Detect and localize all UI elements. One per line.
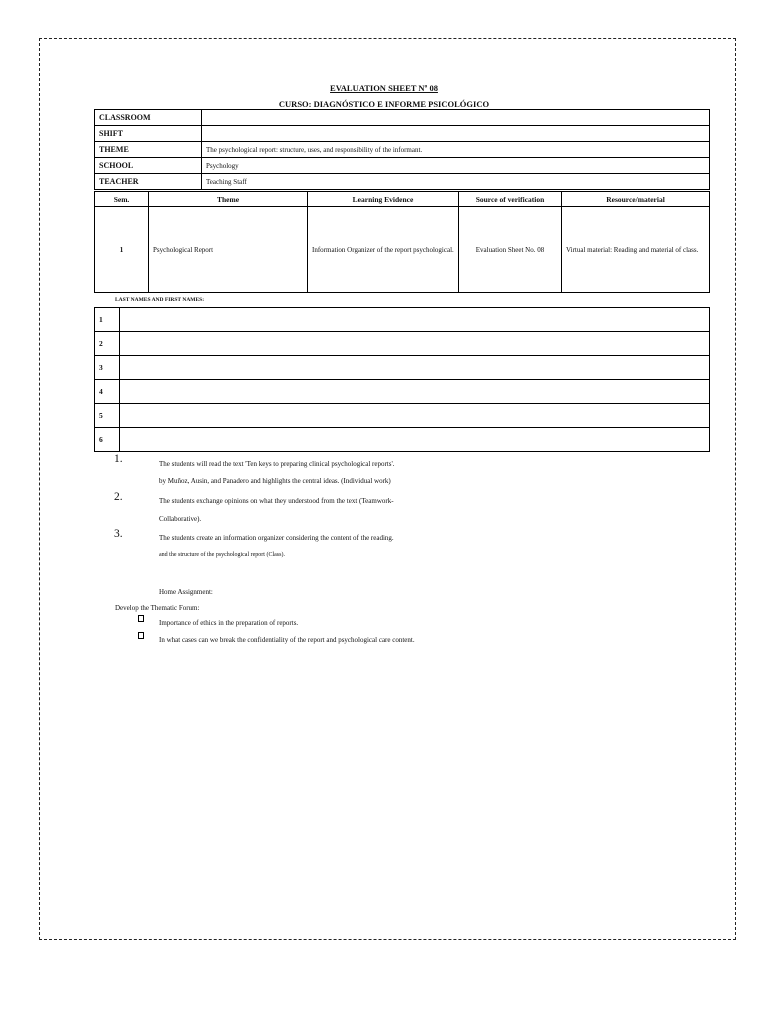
info-table bbox=[94, 109, 710, 190]
plan-theme: Psychological Report bbox=[149, 207, 308, 293]
header-learning-evidence: Learning Evidence bbox=[308, 192, 459, 207]
name-entry[interactable] bbox=[120, 308, 710, 332]
instruction-line: The students create an information organizer considering the content of the reading. bbox=[159, 534, 394, 542]
course-title: CURSO: DIAGNÓSTICO E INFORME PSICOLÓGICO bbox=[278, 99, 490, 109]
name-row-number: 5 bbox=[95, 404, 120, 428]
plan-row bbox=[95, 207, 710, 293]
names-table bbox=[94, 307, 710, 452]
instruction-line: by Muñoz, Ausin, and Panadero and highlights the central ideas. (Individual work) bbox=[159, 477, 391, 485]
plan-table bbox=[94, 191, 710, 293]
forum-title: Develop the Thematic Forum: bbox=[115, 604, 200, 612]
name-row-number: 2 bbox=[95, 332, 120, 356]
info-row-shift bbox=[95, 126, 710, 142]
header-resource: Resource/material bbox=[562, 192, 710, 207]
teacher-value: Teaching Staff bbox=[202, 174, 710, 190]
info-row-theme bbox=[95, 142, 710, 158]
forum-item: Importance of ethics in the preparation of reports. bbox=[159, 619, 299, 627]
teacher-label: TEACHER bbox=[95, 174, 202, 190]
header-theme: Theme bbox=[149, 192, 308, 207]
classroom-label: CLASSROOM bbox=[95, 110, 202, 126]
name-entry[interactable] bbox=[120, 356, 710, 380]
header-sem: Sem. bbox=[95, 192, 149, 207]
name-row-number: 4 bbox=[95, 380, 120, 404]
name-entry[interactable] bbox=[120, 404, 710, 428]
name-entry[interactable] bbox=[120, 428, 710, 452]
instruction-line: and the structure of the psychological report (Class). bbox=[159, 552, 285, 558]
plan-sem: 1 bbox=[95, 207, 149, 293]
instruction-number: 2. bbox=[114, 491, 123, 503]
checkbox-icon bbox=[138, 615, 144, 622]
name-row bbox=[95, 404, 710, 428]
checkbox-icon bbox=[138, 632, 144, 639]
names-label: LAST NAMES AND FIRST NAMES: bbox=[115, 297, 205, 303]
school-value: Psychology bbox=[202, 158, 710, 174]
name-entry[interactable] bbox=[120, 332, 710, 356]
instruction-line: The students exchange opinions on what they understood from the text (Teamwork- bbox=[159, 497, 394, 505]
classroom-value bbox=[202, 110, 710, 126]
name-row-number: 6 bbox=[95, 428, 120, 452]
name-row-number: 3 bbox=[95, 356, 120, 380]
info-row-school bbox=[95, 158, 710, 174]
theme-value: The psychological report: structure, uses, and responsibility of the informant. bbox=[202, 142, 710, 158]
name-entry[interactable] bbox=[120, 380, 710, 404]
plan-source: Evaluation Sheet No. 08 bbox=[459, 207, 562, 293]
plan-header-row bbox=[95, 192, 710, 207]
plan-learning-evidence: Information Organizer of the report psychological. bbox=[308, 207, 459, 293]
theme-label: THEME bbox=[95, 142, 202, 158]
name-row bbox=[95, 308, 710, 332]
name-row bbox=[95, 332, 710, 356]
forum-item: In what cases can we break the confidentiality of the report and psychological care content. bbox=[159, 636, 415, 644]
plan-resource: Virtual material: Reading and material of class. bbox=[562, 207, 710, 293]
name-row bbox=[95, 428, 710, 452]
shift-value bbox=[202, 126, 710, 142]
sheet-title: EVALUATION SHEET Nº 08 bbox=[330, 83, 438, 93]
instruction-number: 3. bbox=[114, 528, 123, 540]
header-source: Source of verification bbox=[459, 192, 562, 207]
name-row-number: 1 bbox=[95, 308, 120, 332]
info-row-classroom bbox=[95, 110, 710, 126]
school-label: SCHOOL bbox=[95, 158, 202, 174]
shift-label: SHIFT bbox=[95, 126, 202, 142]
instruction-number: 1. bbox=[114, 453, 123, 465]
info-row-teacher bbox=[95, 174, 710, 190]
instruction-line: Collaborative). bbox=[159, 515, 202, 523]
home-assignment-label: Home Assignment: bbox=[159, 588, 213, 596]
name-row bbox=[95, 356, 710, 380]
instruction-line: The students will read the text 'Ten keys to preparing clinical psychological reports'. bbox=[159, 460, 395, 468]
name-row bbox=[95, 380, 710, 404]
